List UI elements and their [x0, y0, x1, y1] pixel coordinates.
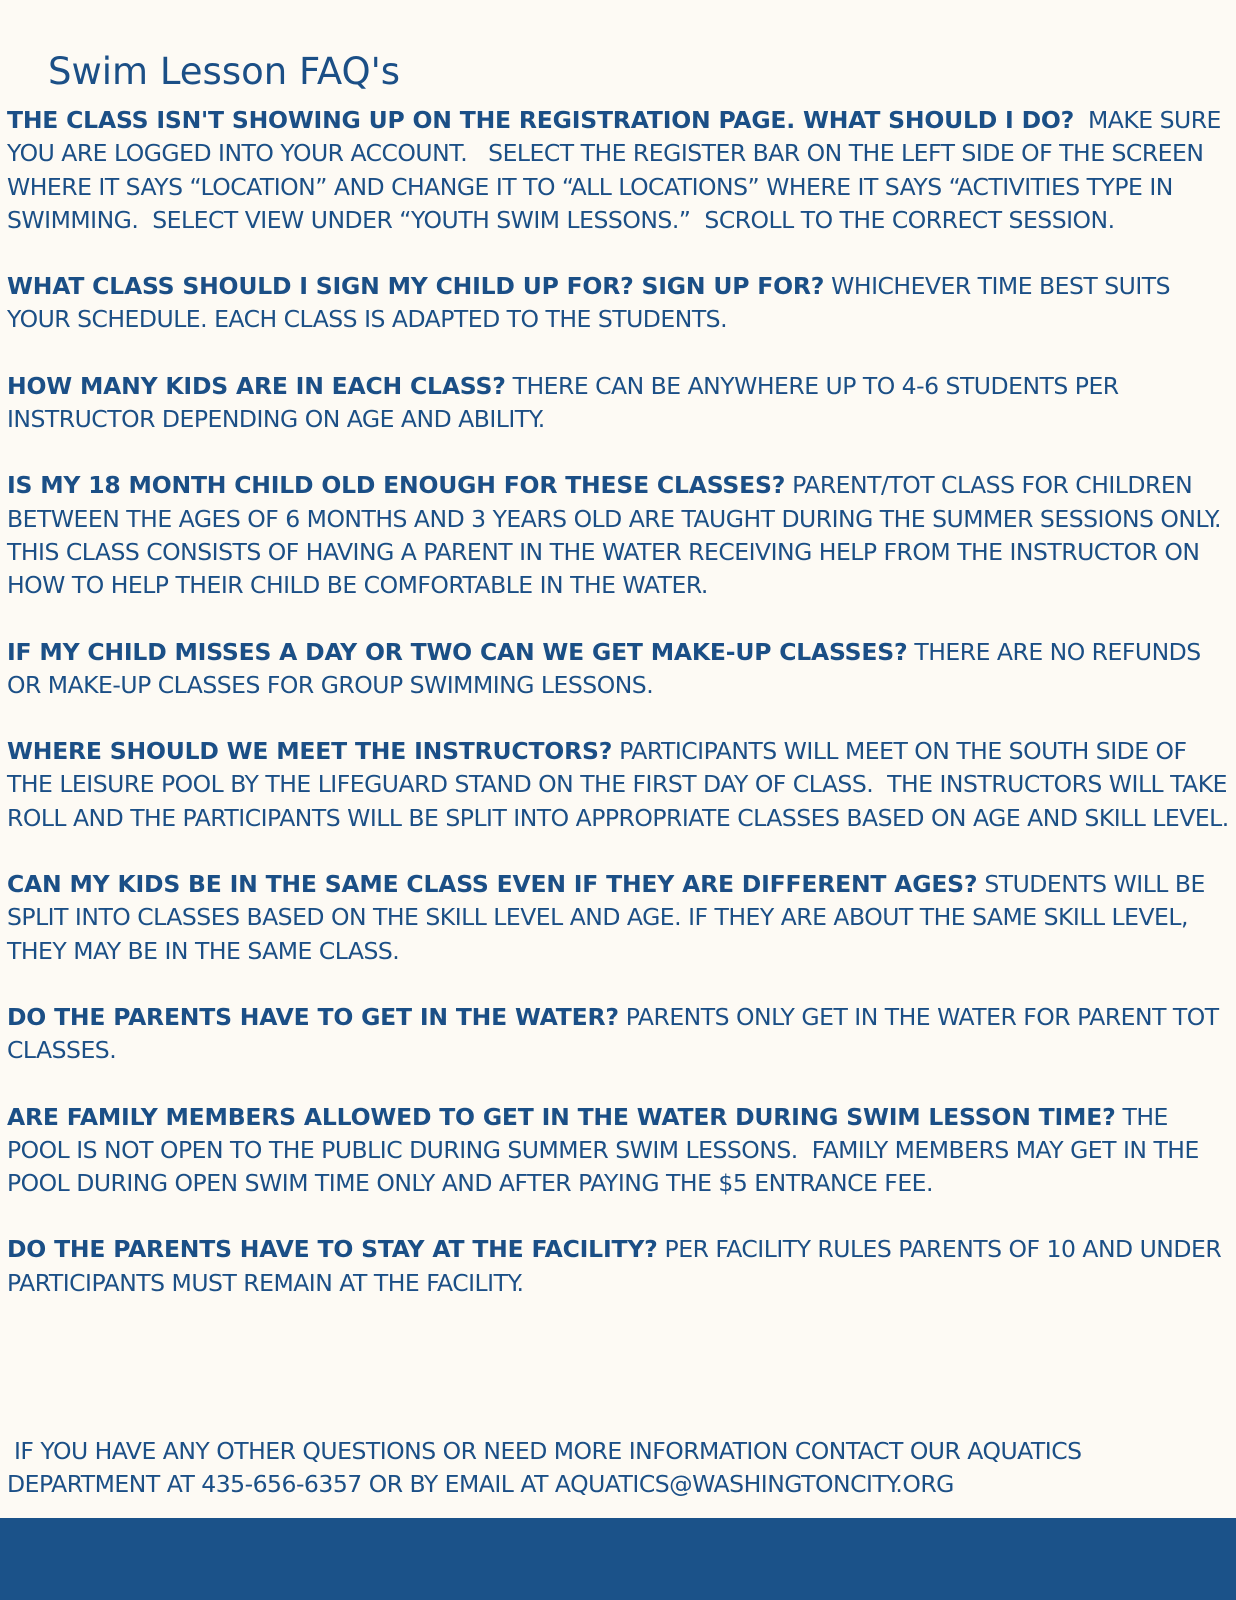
faq-question: THE CLASS ISN'T SHOWING UP ON THE REGISTRATION PAGE. WHAT SHOULD I DO? [7, 106, 1075, 134]
faq-answer: WHICHEVER TIME BEST SUITS YOUR SCHEDULE. EACH CLASS IS ADAPTED TO THE STUDENTS. [7, 272, 1178, 334]
faq-item [7, 1233, 1235, 1300]
faq-answer: STUDENTS WILL BE SPLIT INTO CLASSES BASED ON THE SKILL LEVEL AND AGE. IF THEY ARE ABOUT THE SAME SKILL LEVEL, THEY MAY BE IN THE SAME CLASS. [7, 870, 1212, 965]
faq-item [7, 469, 1235, 602]
faq-item [7, 1101, 1235, 1201]
faq-answer: THE POOL IS NOT OPEN TO THE PUBLIC DURING SUMMER SWIM LESSONS. FAMILY MEMBERS MAY GET IN THE POOL DURING OPEN SWIM TIME ONLY AND AFTER PAYING THE $5 ENTRANCE FEE. [7, 1102, 1206, 1198]
faq-item [7, 735, 1235, 835]
faq-item [7, 104, 1235, 237]
faq-item [7, 270, 1235, 337]
faq-list [7, 104, 1235, 1333]
faq-answer: THERE CAN BE ANYWHERE UP TO 4-6 STUDENTS PER INSTRUCTOR DEPENDING ON AGE AND ABILITY. [7, 371, 1126, 434]
faq-answer: PARTICIPANTS WILL MEET ON THE SOUTH SIDE OF THE LEISURE POOL BY THE LIFEGUARD STAND ON THE FIRST DAY OF CLASS. THE INSTRUCTORS WILL TAKE ROLL AND THE PARTICIPANTS WILL BE SPLIT INTO APPROPRIATE CLASSES BASED ON AGE AND SKILL LEVEL. [7, 737, 1234, 832]
faq-item [7, 636, 1235, 703]
faq-answer: PARENTS ONLY GET IN THE WATER FOR PARENT TOT CLASSES. [7, 1002, 1226, 1065]
faq-question: HOW MANY KIDS ARE IN EACH CLASS? [7, 371, 506, 400]
faq-item [7, 370, 1235, 437]
faq-question: WHAT CLASS SHOULD I SIGN MY CHILD UP FOR? SIGN UP FOR? [7, 272, 825, 301]
faq-answer: MAKE SURE YOU ARE LOGGED INTO YOUR ACCOUNT. SELECT THE REGISTER BAR ON THE LEFT SIDE OF THE SCREEN WHERE IT SAYS “LOCATION” AND CHANGE IT TO “ALL LOCATIONS” WHERE IT SAYS “ACTIVITIES TYPE IN SWIMMING. SELECT VIEW UNDER “YOUTH SWIM LESSONS.” SCROLL TO THE CORRECT SESSION. [7, 106, 1228, 234]
faq-question: IS MY 18 MONTH CHILD OLD ENOUGH FOR THESE CLASSES? [7, 471, 786, 500]
faq-question: DO THE PARENTS HAVE TO GET IN THE WATER? [7, 1002, 619, 1031]
faq-question: IF MY CHILD MISSES A DAY OR TWO CAN WE GET MAKE-UP CLASSES? [7, 637, 908, 666]
footer-bar [0, 1518, 1236, 1600]
faq-answer: PER FACILITY RULES PARENTS OF 10 AND UNDER PARTICIPANTS MUST REMAIN AT THE FACILITY. [7, 1235, 1229, 1297]
faq-answer: THERE ARE NO REFUNDS OR MAKE-UP CLASSES FOR GROUP SWIMMING LESSONS. [7, 637, 1208, 699]
contact-info: IF YOU HAVE ANY OTHER QUESTIONS OR NEED MORE INFORMATION CONTACT OUR AQUATICS DEPARTMENT AT 435-656-6357 OR BY EMAIL AT AQUATICS@WASHINGTONCITY.ORG [7, 1437, 1089, 1499]
faq-question: CAN MY KIDS BE IN THE SAME CLASS EVEN IF THEY ARE DIFFERENT AGES? [7, 870, 978, 899]
faq-question: ARE FAMILY MEMBERS ALLOWED TO GET IN THE WATER DURING SWIM LESSON TIME? [7, 1102, 1116, 1131]
faq-item [7, 1001, 1235, 1068]
faq-answer: PARENT/TOT CLASS FOR CHILDREN BETWEEN THE AGES OF 6 MONTHS AND 3 YEARS OLD ARE TAUGHT DURING THE SUMMER SESSIONS ONLY. THIS CLASS CONSISTS OF HAVING A PARENT IN THE WATER RECEIVING HELP FROM THE INSTRUCTOR ON HOW TO HELP THEIR CHILD BE COMFORTABLE IN THE WATER. [7, 471, 1229, 600]
faq-question: WHERE SHOULD WE MEET THE INSTRUCTORS? [7, 737, 613, 766]
faq-item [7, 868, 1235, 968]
page-title: Swim Lesson FAQ's [48, 50, 401, 93]
faq-question: DO THE PARENTS HAVE TO STAY AT THE FACILITY? [7, 1235, 658, 1264]
